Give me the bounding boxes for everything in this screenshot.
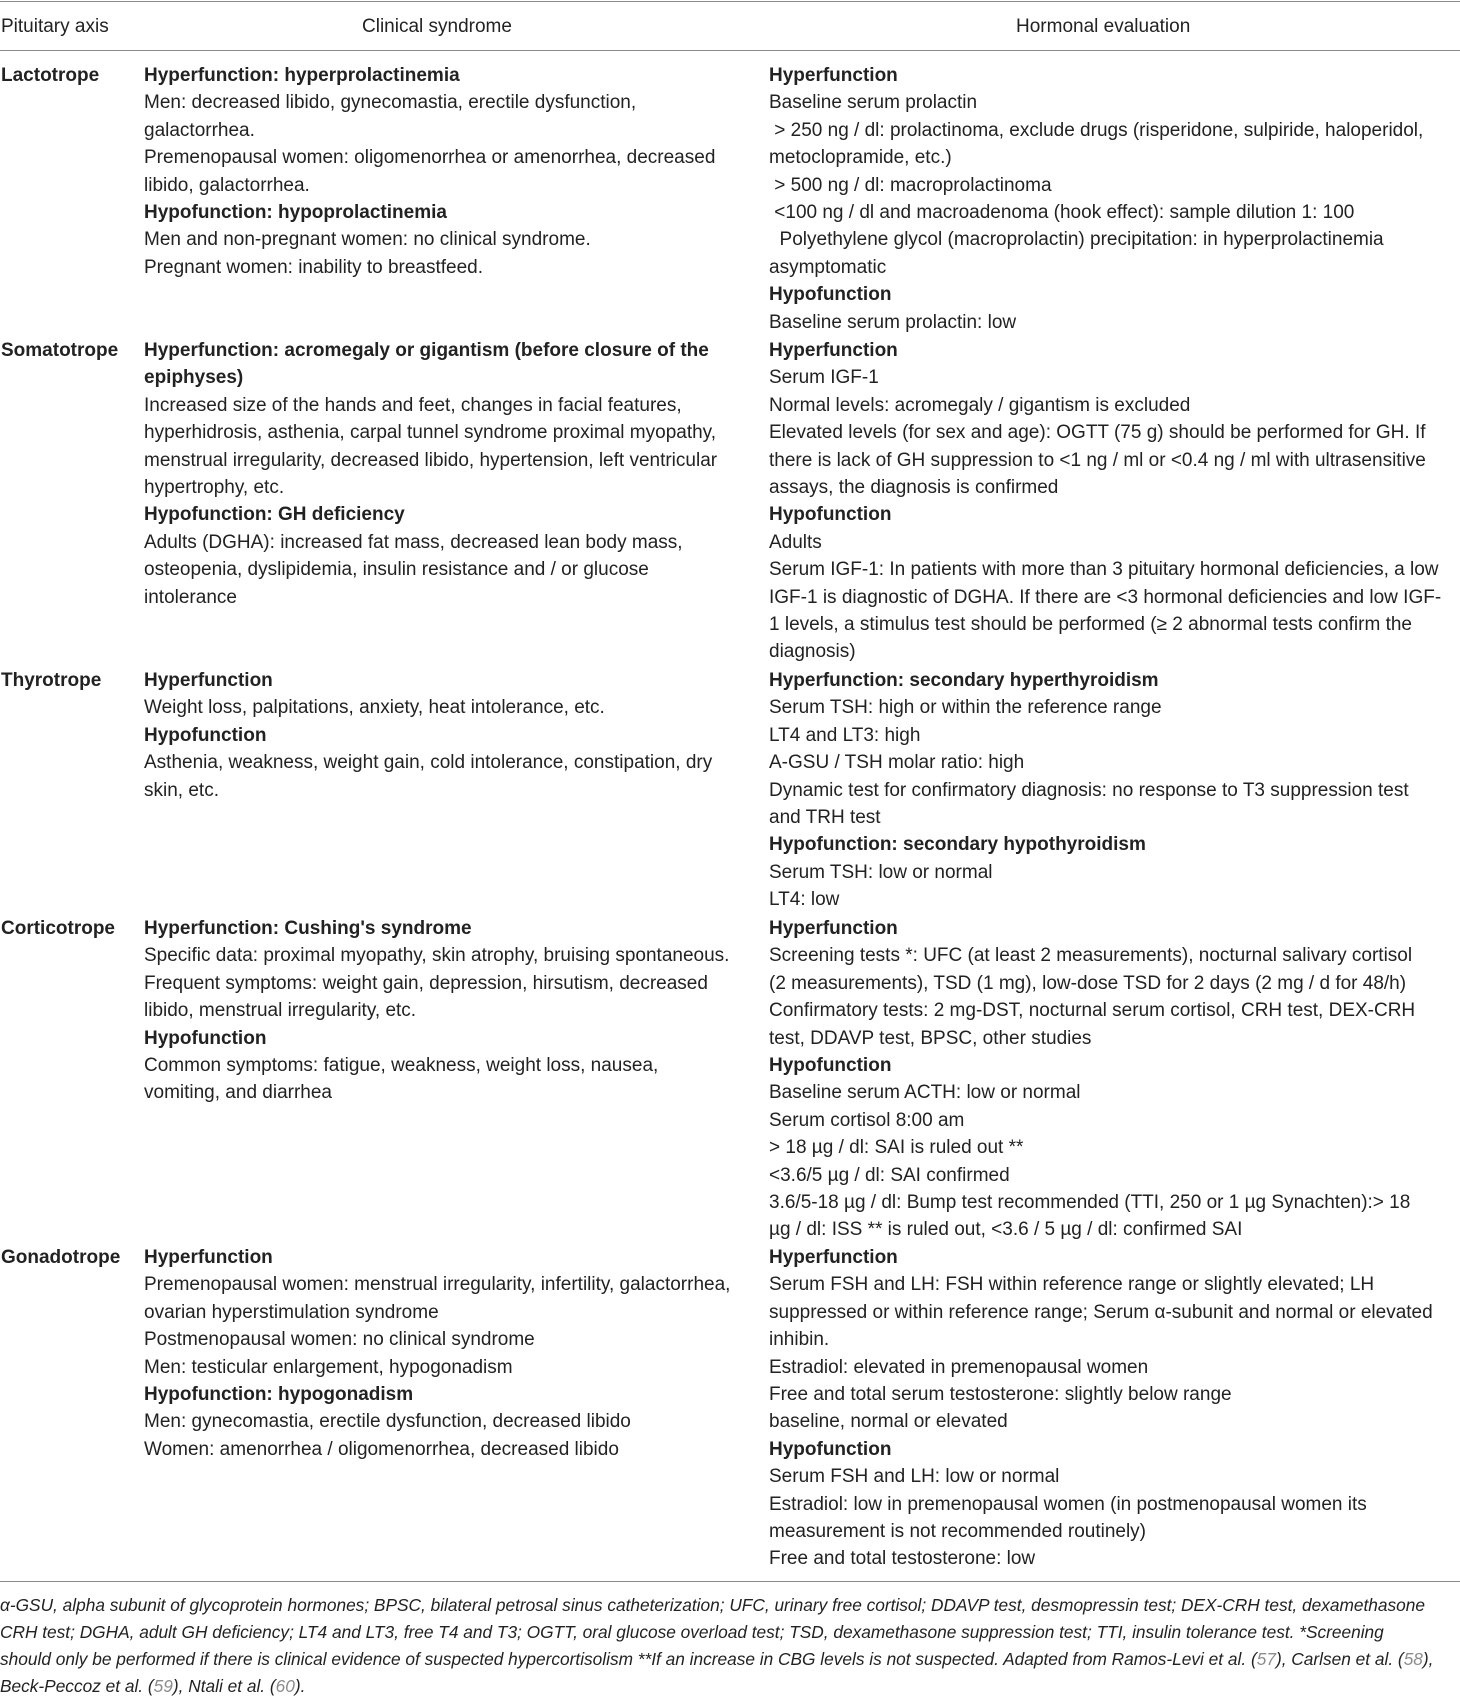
hormonal-evaluation-cell	[769, 915, 1415, 1244]
text-line: Serum FSH and LH: FSH within reference range or slightly elevated; LH	[769, 1274, 1375, 1296]
clinical-syndrome-cell	[144, 62, 715, 281]
header-bottom-rule	[0, 50, 1460, 51]
text-line: µg / dl: ISS ** is ruled out, <3.6 / 5 µg / dl: confirmed SAI	[769, 1219, 1243, 1241]
table-top-rule	[0, 1, 1460, 2]
text-line: osteopenia, dyslipidemia, insulin resistance and / or glucose	[144, 559, 649, 581]
pituitary-axis-cell: Corticotrope	[1, 918, 115, 939]
text-line: vomiting, and diarrhea	[144, 1082, 332, 1104]
subheading: Hyperfunction: hyperprolactinemia	[144, 65, 460, 86]
text-line: ovarian hyperstimulation syndrome	[144, 1301, 439, 1323]
subheading: Hyperfunction	[769, 340, 898, 361]
text-line: Serum cortisol 8:00 am	[769, 1109, 965, 1131]
text-line: Serum FSH and LH: low or normal	[769, 1466, 1060, 1488]
footnote-text: ),	[1422, 1649, 1434, 1669]
text-line: Serum TSH: low or normal	[769, 861, 993, 883]
text-line: 1 levels, a stimulus test should be performed (≥ 2 abnormal tests confirm the	[769, 613, 1412, 635]
text-line: Serum TSH: high or within the reference range	[769, 697, 1162, 719]
text-line: Confirmatory tests: 2 mg-DST, nocturnal serum cortisol, CRH test, DEX-CRH	[769, 1000, 1416, 1022]
text-line: measurement is not recommended routinely)	[769, 1520, 1147, 1542]
subheading: Hypofunction	[769, 1438, 892, 1460]
text-line: > 250 ng / dl: prolactinoma, exclude drugs (risperidone, sulpiride, haloperidol,	[769, 119, 1424, 141]
footnote-text: should only be performed if there is clinical evidence of suspected hypercortisolism **If an increase in CBG levels is not suspected. Adapted from Ramos-Levi et al.	[0, 1649, 1251, 1669]
subheading: Hypofunction	[144, 724, 267, 746]
footnote-text: ), Ntali et al. (	[172, 1676, 276, 1696]
hormonal-evaluation-cell	[769, 337, 1441, 666]
text-line: Free and total serum testosterone: slightly below range	[769, 1383, 1232, 1405]
text-line: Men: decreased libido, gynecomastia, erectile dysfunction,	[144, 92, 637, 114]
footnote-line: should only be performed if there is clinical evidence of suspected hypercortisolism **If an increase in CBG levels is not suspected. Adapted from Ramos-Levi et al. (57), Carlsen et al. (58),	[0, 1649, 1434, 1669]
text-line: Serum IGF-1: In patients with more than 3 pituitary hormonal deficiencies, a low	[769, 559, 1439, 581]
text-line: metoclopramide, etc.)	[769, 147, 952, 169]
reference-link[interactable]: 57	[1256, 1649, 1276, 1669]
text-line: assays, the diagnosis is confirmed	[769, 476, 1059, 498]
footnote-text: ), Carlsen et al. (	[1275, 1649, 1404, 1669]
subheading: Hyperfunction	[769, 1247, 898, 1268]
subheading: Hyperfunction	[144, 1247, 273, 1268]
text-line: Screening tests *: UFC (at least 2 measurements), nocturnal salivary cortisol	[769, 945, 1413, 967]
header-hormonal-evaluation: Hormonal evaluation	[1016, 16, 1191, 37]
footnote-text: ).	[294, 1676, 306, 1696]
pituitary-axis-cell: Somatotrope	[1, 340, 119, 361]
clinical-syndrome-cell	[144, 1244, 730, 1463]
text-line: Specific data: proximal myopathy, skin atrophy, bruising spontaneous.	[144, 945, 730, 967]
text-line: <3.6/5 µg / dl: SAI confirmed	[769, 1164, 1010, 1186]
text-line: libido, menstrual irregularity, etc.	[144, 1000, 417, 1022]
text-line: Pregnant women: inability to breastfeed.	[144, 256, 484, 278]
subheading: Hyperfunction	[769, 65, 898, 86]
text-line: diagnosis)	[769, 641, 856, 663]
text-line: intolerance	[144, 586, 237, 608]
reference-link[interactable]: 60	[275, 1676, 295, 1696]
text-line: Free and total testosterone: low	[769, 1548, 1036, 1570]
text-line: > 18 µg / dl: SAI is ruled out **	[769, 1137, 1024, 1159]
text-line: and TRH test	[769, 806, 881, 828]
text-line: Common symptoms: fatigue, weakness, weight loss, nausea,	[144, 1054, 659, 1076]
text-line: Asthenia, weakness, weight gain, cold intolerance, constipation, dry	[144, 752, 713, 774]
text-line: test, DDAVP test, BPSC, other studies	[769, 1027, 1092, 1049]
text-line: IGF-1 is diagnostic of DGHA. If there are <3 hormonal deficiencies and low IGF-	[769, 586, 1442, 608]
text-line: Women: amenorrhea / oligomenorrhea, decreased libido	[144, 1438, 619, 1460]
text-line: Adults (DGHA): increased fat mass, decreased lean body mass,	[144, 531, 683, 553]
text-line: inhibin.	[769, 1329, 830, 1351]
hormonal-evaluation-cell	[769, 667, 1409, 914]
clinical-syndrome-cell	[144, 337, 717, 611]
text-line: 3.6/5-18 µg / dl: Bump test recommended (TTI, 250 or 1 µg Synachten):> 18	[769, 1191, 1411, 1213]
footnote-line: CRH test; DGHA, adult GH deficiency; LT4 and LT3, free T4 and T3; OGTT, oral glucose overload test; TSD, dexamethasone suppression test; TTI, insulin tolerance test. *Screening	[0, 1622, 1384, 1642]
text-line: <100 ng / dl and macroadenoma (hook effect): sample dilution 1: 100	[769, 201, 1355, 223]
footnote-line	[0, 1673, 1460, 1700]
subheading: epiphyses)	[144, 367, 244, 389]
text-line: Men and non-pregnant women: no clinical syndrome.	[144, 229, 591, 251]
footnote-text: Beck-Peccoz et al. (	[0, 1676, 154, 1696]
text-line: Baseline serum prolactin	[769, 92, 978, 114]
subheading: Hypofunction: GH deficiency	[144, 504, 405, 526]
hormonal-evaluation-cell	[769, 1244, 1433, 1573]
text-line: Estradiol: elevated in premenopausal women	[769, 1356, 1149, 1378]
subheading: Hypofunction: hypogonadism	[144, 1383, 414, 1405]
subheading: Hypofunction: secondary hypothyroidism	[769, 834, 1146, 856]
text-line: LT4: low	[769, 889, 840, 911]
text-line: there is lack of GH suppression to <1 ng / ml or <0.4 ng / ml with ultrasensitive	[769, 449, 1426, 471]
table-footnote	[0, 1592, 1460, 1700]
subheading: Hyperfunction	[769, 918, 898, 939]
subheading: Hypofunction	[769, 1054, 892, 1076]
text-line: Premenopausal women: menstrual irregularity, infertility, galactorrhea,	[144, 1274, 731, 1296]
text-line: libido, galactorrhea.	[144, 174, 310, 196]
pituitary-axis-cell: Thyrotrope	[1, 670, 102, 691]
text-line: hypertrophy, etc.	[144, 476, 285, 498]
text-line: A-GSU / TSH molar ratio: high	[769, 752, 1025, 774]
hormonal-evaluation-cell	[769, 62, 1423, 336]
subheading: Hyperfunction: Cushing's syndrome	[144, 918, 472, 939]
text-line: asymptomatic	[769, 256, 887, 278]
text-line: Serum IGF-1	[769, 367, 879, 389]
subheading: Hypofunction	[769, 504, 892, 526]
text-line: Estradiol: low in premenopausal women (in postmenopausal women its	[769, 1493, 1367, 1515]
text-line: menstrual irregularity, decreased libido, hypertension, left ventricular	[144, 449, 718, 471]
subheading: Hypofunction: hypoprolactinemia	[144, 201, 447, 223]
subheading: Hyperfunction	[144, 670, 273, 691]
clinical-syndrome-cell	[144, 667, 712, 804]
reference-link[interactable]: 58	[1403, 1649, 1423, 1669]
text-line: Baseline serum prolactin: low	[769, 311, 1017, 333]
text-line: skin, etc.	[144, 779, 219, 801]
text-line: Premenopausal women: oligomenorrhea or amenorrhea, decreased	[144, 147, 716, 169]
reference-link[interactable]: 59	[153, 1676, 173, 1696]
subheading: Hyperfunction: secondary hyperthyroidism	[769, 670, 1159, 691]
table-bottom-rule	[0, 1581, 1460, 1582]
header-pituitary-axis: Pituitary axis	[1, 16, 109, 37]
text-line: Increased size of the hands and feet, changes in facial features,	[144, 394, 682, 416]
text-line: baseline, normal or elevated	[769, 1411, 1008, 1433]
subheading: Hypofunction	[144, 1027, 267, 1049]
text-line: > 500 ng / dl: macroprolactinoma	[769, 174, 1052, 196]
subheading: Hypofunction	[769, 284, 892, 306]
text-line: Men: gynecomastia, erectile dysfunction, decreased libido	[144, 1411, 631, 1433]
text-line: Men: testicular enlargement, hypogonadism	[144, 1356, 513, 1378]
subheading: Hyperfunction: acromegaly or gigantism (before closure of the	[144, 340, 709, 361]
text-line: suppressed or within reference range; Serum α-subunit and normal or elevated	[769, 1301, 1433, 1323]
text-line: hyperhidrosis, asthenia, carpal tunnel syndrome proximal myopathy,	[144, 422, 717, 444]
text-line: LT4 and LT3: high	[769, 724, 921, 746]
pituitary-axis-cell: Gonadotrope	[1, 1247, 121, 1268]
text-line: Elevated levels (for sex and age): OGTT (75 g) should be performed for GH. If	[769, 422, 1426, 444]
header-clinical-syndrome: Clinical syndrome	[362, 16, 512, 37]
text-line: Weight loss, palpitations, anxiety, heat intolerance, etc.	[144, 697, 605, 719]
text-line: Frequent symptoms: weight gain, depression, hirsutism, decreased	[144, 972, 708, 994]
text-line: galactorrhea.	[144, 119, 255, 141]
text-line: (2 measurements), TSD (1 mg), low-dose TSD for 2 days (2 mg / d for 48/h)	[769, 972, 1407, 994]
text-line: Baseline serum ACTH: low or normal	[769, 1082, 1081, 1104]
footnote-line: α-GSU, alpha subunit of glycoprotein hormones; BPSC, bilateral petrosal sinus catheterization; UFC, urinary free cortisol; DDAVP test, desmopressin test; DEX-CRH test, dexamethasone	[0, 1595, 1425, 1615]
clinical-syndrome-cell	[144, 915, 729, 1107]
pituitary-axis-cell: Lactotrope	[1, 65, 100, 86]
text-line: Postmenopausal women: no clinical syndrome	[144, 1329, 535, 1351]
text-line: Adults	[769, 531, 822, 553]
text-line: Normal levels: acromegaly / gigantism is excluded	[769, 394, 1191, 416]
text-line: Dynamic test for confirmatory diagnosis: no response to T3 suppression test	[769, 779, 1409, 801]
text-line: Polyethylene glycol (macroprolactin) precipitation: in hyperprolactinemia	[769, 229, 1384, 251]
